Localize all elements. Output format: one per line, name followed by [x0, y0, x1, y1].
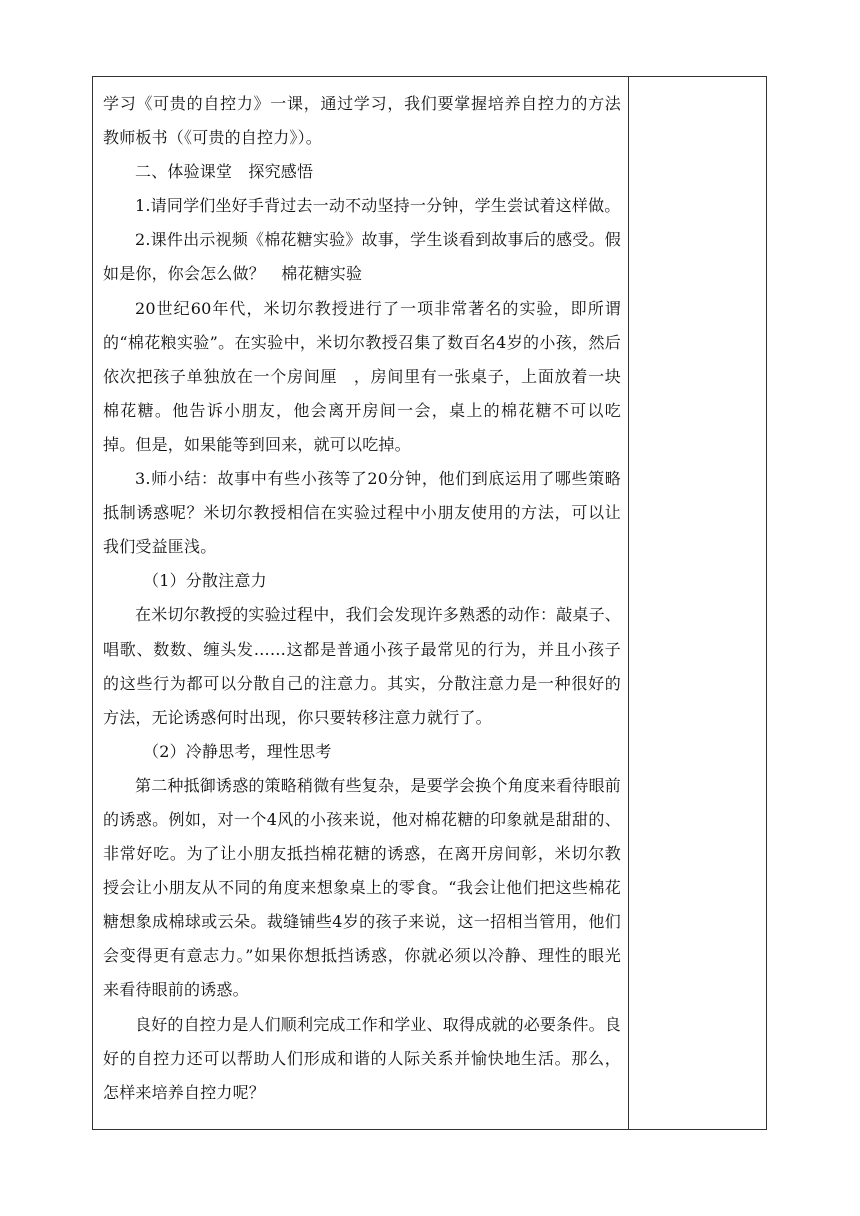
paragraph: 20世纪60年代，米切尔教授进行了一项非常著名的实验，即所谓的“棉花粮实验”。在实验中，米切尔教授召集了数百名4岁的小孩，然后依次把孩子单独放在一个房间厘 ，房间里有一张桌子，上面放着一块棉花糖。他告诉小朋友，他会离开房间一会，桌上的棉花糖不可以吃掉。但是，如果能等到回来，就可以吃掉。 — [103, 298, 621, 454]
subheading: （1）分散注意力 — [143, 571, 267, 591]
paragraph: 学习《可贵的自控力》一课，通过学习，我们要掌握培养自控力的方法教师板书（《可贵的自控力》）。 — [103, 94, 621, 148]
paragraph: 第二种抵御诱惑的策略稍微有些复杂，是要学会换个角度来看待眼前的诱惑。例如，对一个4风的小孩来说，他对棉花糖的印象就是甜甜的、非常好吃。为了让小朋友抵挡棉花糖的诱惑，在离开房间彰，米切尔教授会让小朋友从不同的角度来想象桌上的零食。“我会让他们把这些棉花糖想象成棉球或云朵。裁缝铺些4岁的孩子来说，这一招相当管用，他们会变得更有意志力。”如果你想抵挡诱惑，你就必须以冷静、理性的眼光来看待眼前的诱惑。 — [103, 775, 622, 1000]
paragraph: 2.课件出示视频《棉花糖实验》故事，学生谈看到故事后的感受。假如是你，你会怎么做？ 棉花糖实验 — [103, 230, 621, 284]
lesson-content-cell — [93, 77, 628, 1129]
paragraph: 3.师小结：故事中有些小孩等了20分钟，他们到底运用了哪些策略抵制诱惑呢？米切尔教授相信在实验过程中小朋友使用的方法，可以让我们受益匪浅。 — [103, 469, 621, 557]
paragraph: 1.请同学们坐好手背过去一动不动坚持一分钟，学生尝试着这样做。 — [135, 196, 621, 216]
subheading: （2）冷静思考，理性思考 — [143, 741, 332, 761]
lesson-table — [92, 76, 767, 1130]
paragraph: 在米切尔教授的实验过程中，我们会发现许多熟悉的动作：敲桌子、唱歌、数数、缠头发……这都是普通小孩子最常见的行为，并且小孩子的这些行为都可以分散自己的注意力。其实，分散注意力是一种很好的方法，无论诱惑何时出现，你只要转移注意力就行了。 — [103, 605, 622, 727]
section-heading: 二、体验课堂 探究感悟 — [135, 162, 314, 182]
paragraph: 良好的自控力是人们顺利完成工作和学业、取得成就的必要条件。良好的自控力还可以帮助人们形成和谐的人际关系并愉快地生活。那么，怎样来培养自控力呢？ — [103, 1014, 622, 1102]
notes-cell — [629, 77, 766, 1129]
